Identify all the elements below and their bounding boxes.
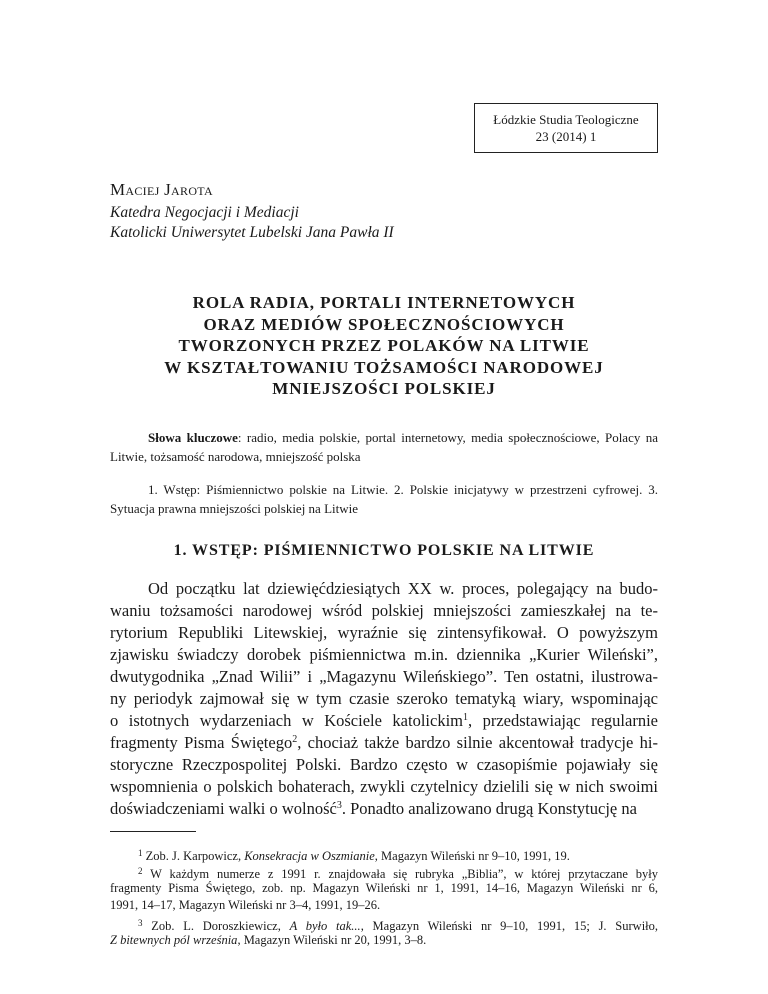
body-line: storyczne Rzeczpospolitej Polski. Bardzo często w czasopiśmie pojawiały się [110, 755, 658, 774]
body-line: ny periodyk zajmował się w tym czasie szeroko tematyką wiary, wspominając [110, 689, 658, 708]
body-line [110, 798, 658, 820]
keywords-text: : radio, media polskie, portal internetowy, media społecznościowe, Polacy na Litwie, tożsamość narodowa, mniejszość polska [110, 430, 658, 464]
body-text: . Ponadto analizowano drugą Konstytucję na [341, 799, 637, 818]
footnote-ref-1[interactable]: 1 [463, 712, 468, 723]
body-text: fragmenty Pisma Świętego [110, 733, 293, 752]
keywords-label: Słowa kluczowe [148, 430, 238, 445]
footnote-separator [110, 831, 196, 832]
title-line: ROLA RADIA, PORTALI INTERNETOWYCH [192, 293, 576, 312]
body-line: waniu tożsamości narodowej wśród polskiej mniejszości zamieszkałej na te- [110, 601, 658, 620]
footnote-1 [110, 845, 658, 865]
body-line: dwutygodnika „Znad Wilii” i „Magazynu Wileńskiego”. Ten ostatni, ilustrowa- [110, 667, 658, 686]
footnote-text: Zob. J. Karpowicz, [145, 849, 245, 863]
body-line: zjawisku świadczy dorobek piśmiennictwa m.in. dziennika „Kurier Wileński”, [110, 645, 658, 664]
footnote-ref-2[interactable]: 2 [292, 734, 298, 745]
footnote-number: 3 [138, 918, 143, 928]
journal-name: Łódzkie Studia Teologiczne [493, 112, 639, 127]
footnote-title: Z bitewnych pól września [110, 933, 238, 947]
footnote-text: , Magazyn Wileński nr 9–10, 1991, 15; J. Surwiło, [360, 919, 658, 933]
table-of-contents: 1. Wstęp: Piśmiennictwo polskie na Litwie. 2. Polskie inicjatywy w przestrzeni cyfrowej. 3. Sytuacja prawna mniejszości polskiej na Litwie [110, 482, 658, 516]
footnote-number: 1 [138, 848, 143, 858]
footnote-ref-3[interactable]: 3 [336, 800, 342, 811]
title-line: ORAZ MEDIÓW SPOŁECZNOŚCIOWYCH [203, 314, 565, 334]
body-text: doświadczeniami walki o wolność [110, 799, 337, 818]
body-line [110, 732, 658, 754]
body-line: Od początku lat dziewięćdziesiątych XX w. proces, polegający na budo- [148, 579, 658, 598]
title-line: W KSZTAŁTOWANIU TOŻSAMOŚCI NARODOWEJ [164, 357, 604, 377]
author-name: Maciej Jarota [110, 180, 213, 199]
footnote-2-line: fragmenty Pisma Świętego, zob. np. Magazyn Wileński nr 1, 1991, 14–16, Magazyn Wileński nr 6, [110, 881, 658, 895]
footnote-text: W każdym numerze z 1991 r. znajdowała się rubryka „Biblia”, w której przytaczane były [150, 867, 658, 881]
keywords [110, 428, 658, 466]
body-text: o istotnych wydarzeniach w Kościele katolickim [110, 711, 463, 730]
body-line: rytorium Republiki Litewskiej, wyraźnie się zintensyfikował. O powyższym [110, 623, 658, 642]
author-affiliation-university: Katolicki Uniwersytet Lubelski Jana Pawła II [110, 224, 394, 241]
footnote-number: 2 [138, 866, 143, 876]
body-text: , chociaż także bardzo silnie akcentował tradycje hi- [297, 733, 658, 752]
footnote-text: Zob. L. Doroszkiewicz, [151, 919, 290, 933]
footnote-text: , Magazyn Wileński nr 9–10, 1991, 19. [374, 849, 570, 863]
footnote-title: A było tak... [289, 919, 361, 933]
body-text: , przedstawiając regularnie [468, 711, 658, 730]
body-line: wspomnienia o polskich bohaterach, zwykli czytelnicy dzielili się w nich swoimi [110, 777, 658, 796]
article-title [110, 292, 658, 400]
author-affiliation-department: Katedra Negocjacji i Mediacji [110, 204, 299, 221]
journal-issue: 23 (2014) 1 [535, 129, 597, 144]
journal-info-box [474, 103, 658, 153]
footnote-text: , Magazyn Wileński nr 20, 1991, 3–8. [237, 933, 427, 947]
title-line: MNIEJSZOŚCI POLSKIEJ [272, 379, 496, 398]
footnote-title: Konsekracja w Oszmianie [244, 849, 375, 863]
section-heading: 1. WSTĘP: PIŚMIENNICTWO POLSKIE NA LITWIE [173, 542, 595, 559]
title-line: TWORZONYCH PRZEZ POLAKÓW NA LITWIE [178, 336, 590, 355]
footnote-2-line: 1991, 14–17, Magazyn Wileński nr 3–4, 1991, 19–26. [110, 898, 381, 912]
body-line [110, 710, 658, 732]
footnote-3-line [110, 932, 658, 949]
